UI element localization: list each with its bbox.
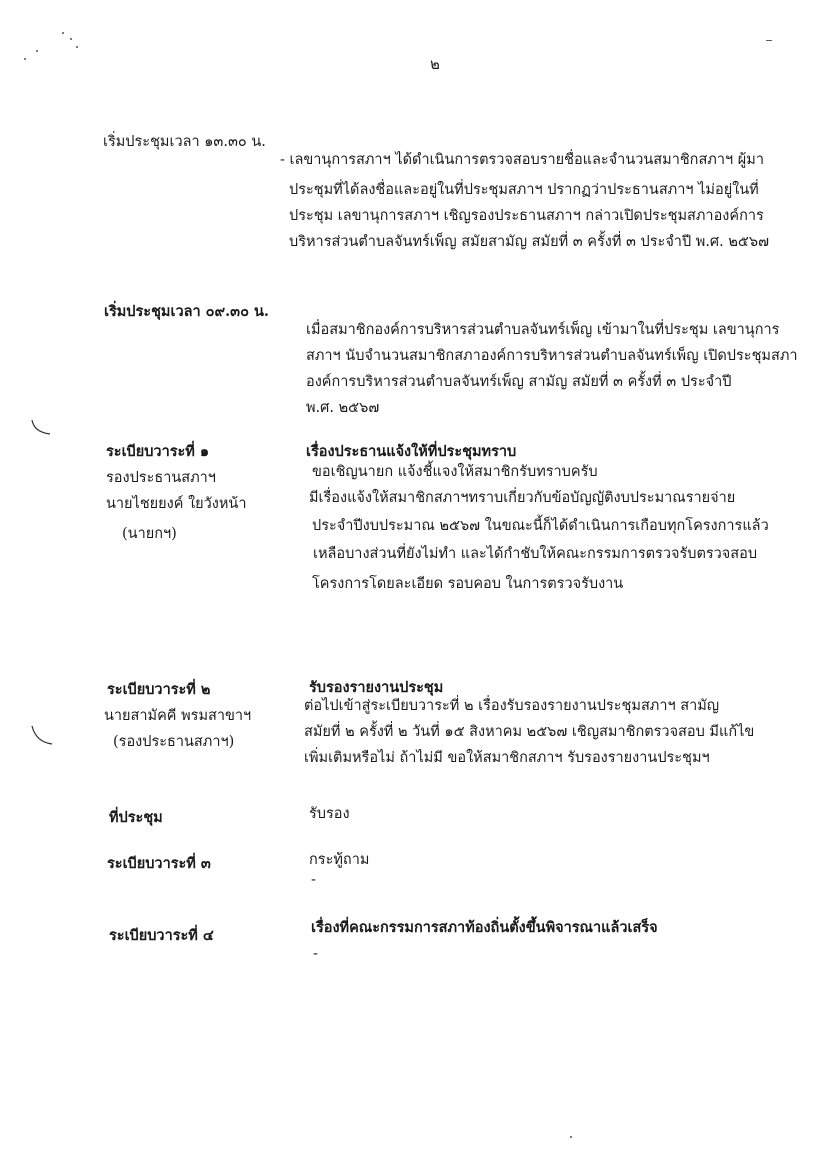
agenda1-label: ระเบียบวาระที่ ๑	[106, 443, 210, 460]
agenda4-title: เรื่องที่คณะกรรมการสภาท้องถิ่นตั้งขึ้นพิจารณาแล้วเสร็จ	[311, 919, 658, 936]
agenda2-line: เพิ่มเติมหรือไม่ ถ้าไม่มี ขอให้สมาชิกสภาฯ รับรองรายงานประชุมฯ	[304, 750, 710, 766]
agenda1-speaker-role: รองประธานสภาฯ	[106, 470, 216, 486]
scan-speck	[24, 58, 26, 60]
agenda1-line: ขอเชิญนายก แจ้งชี้แจงให้สมาชิกรับทราบครับ	[312, 464, 598, 480]
session2-time-label: เริ่มประชุมเวลา ๐๙.๓๐ น.	[104, 303, 269, 320]
agenda2-label: ระเบียบวาระที่ ๒	[107, 681, 211, 698]
agenda2-line: ต่อไปเข้าสู่ระเบียบวาระที่ ๒ เรื่องรับรองรายงานประชุมสภาฯ สามัญ	[304, 698, 720, 714]
session1-line: ประชุมที่ได้ลงชื่อและอยู่ในที่ประชุมสภาฯ ปรากฏว่าประธานสภาฯ ไม่อยู่ในที่	[289, 182, 759, 198]
scan-speck	[62, 32, 64, 34]
session1-line: บริหารส่วนตำบลจันทร์เพ็ญ สมัยสามัญ สมัยที่ ๓ ครั้งที่ ๓ ประจำปี พ.ศ. ๒๕๖๗	[289, 234, 769, 250]
agenda1-speaker-note: (นายกฯ)	[122, 526, 177, 542]
session2-line: องค์การบริหารส่วนตำบลจันทร์เพ็ญ สามัญ สมัยที่ ๓ ครั้งที่ ๓ ประจำปี	[306, 374, 732, 390]
scan-speck	[76, 46, 78, 48]
agenda4-label: ระเบียบวาระที่ ๔	[109, 927, 214, 944]
session1-line: ประชุม เลขานุการสภาฯ เชิญรองประธานสภาฯ กล่าวเปิดประชุมสภาองค์การ	[289, 208, 764, 224]
session2-line: สภาฯ นับจำนวนสมาชิกสภาองค์การบริหารส่วนตำบลจันทร์เพ็ญ เปิดประชุมสภา	[306, 348, 798, 364]
scan-speck	[570, 1136, 572, 1138]
session2-line: พ.ศ. ๒๕๖๗	[306, 400, 380, 416]
agenda4-dash: -	[313, 946, 318, 962]
agenda2-speaker-name: นายสามัคคี พรมสาขาฯ	[104, 708, 252, 724]
resolution-value: รับรอง	[309, 806, 350, 822]
scan-speck	[36, 50, 38, 52]
agenda1-line: ประจำปีงบประมาณ ๒๕๖๗ ในขณะนี้ก็ได้ดำเนินการเกือบทุกโครงการแล้ว	[312, 518, 769, 534]
page-number: ๒	[430, 55, 440, 73]
agenda1-line: โครงการโดยละเอียด รอบคอบ ในการตรวจรับงาน	[312, 576, 624, 592]
resolution-label: ที่ประชุม	[109, 809, 163, 826]
scan-speck	[70, 38, 72, 40]
margin-mark	[30, 418, 54, 438]
agenda1-line: เหลือบางส่วนที่ยังไม่ทำ และได้กำชับให้คณะกรรมการตรวจรับตรวจสอบ	[313, 546, 758, 562]
agenda2-speaker-role: (รองประธานสภาฯ)	[113, 734, 235, 750]
session1-line: - เลขานุการสภาฯ ได้ดำเนินการตรวจสอบรายชื่อและจำนวนสมาชิกสภาฯ ผู้มา	[280, 152, 764, 168]
agenda1-speaker-name: นายไชยยงค์ ใยวังหน้า	[106, 496, 247, 512]
agenda1-title: เรื่องประธานแจ้งให้ที่ประชุมทราบ	[306, 443, 517, 460]
agenda3-label: ระเบียบวาระที่ ๓	[107, 855, 211, 872]
session1-time-label: เริ่มประชุมเวลา ๑๓.๓๐ น.	[103, 134, 266, 150]
agenda2-line: สมัยที่ ๒ ครั้งที่ ๒ วันที่ ๑๕ สิงหาคม ๒๕๖๗ เชิญสมาชิกตรวจสอบ มีแก้ไข	[304, 724, 755, 740]
agenda2-title: รับรองรายงานประชุม	[309, 679, 444, 696]
agenda3-title: กระทู้ถาม	[309, 852, 370, 868]
agenda3-dash: -	[311, 872, 316, 888]
scan-speck	[766, 40, 772, 41]
session2-line: เมื่อสมาชิกองค์การบริหารส่วนตำบลจันทร์เพ็ญ เข้ามาในที่ประชุม เลขานุการ	[306, 322, 780, 338]
agenda1-line: มีเรื่องแจ้งให้สมาชิกสภาฯทราบเกี่ยวกับข้อบัญญัติงบประมาณรายจ่าย	[309, 490, 736, 506]
margin-mark	[30, 724, 56, 748]
